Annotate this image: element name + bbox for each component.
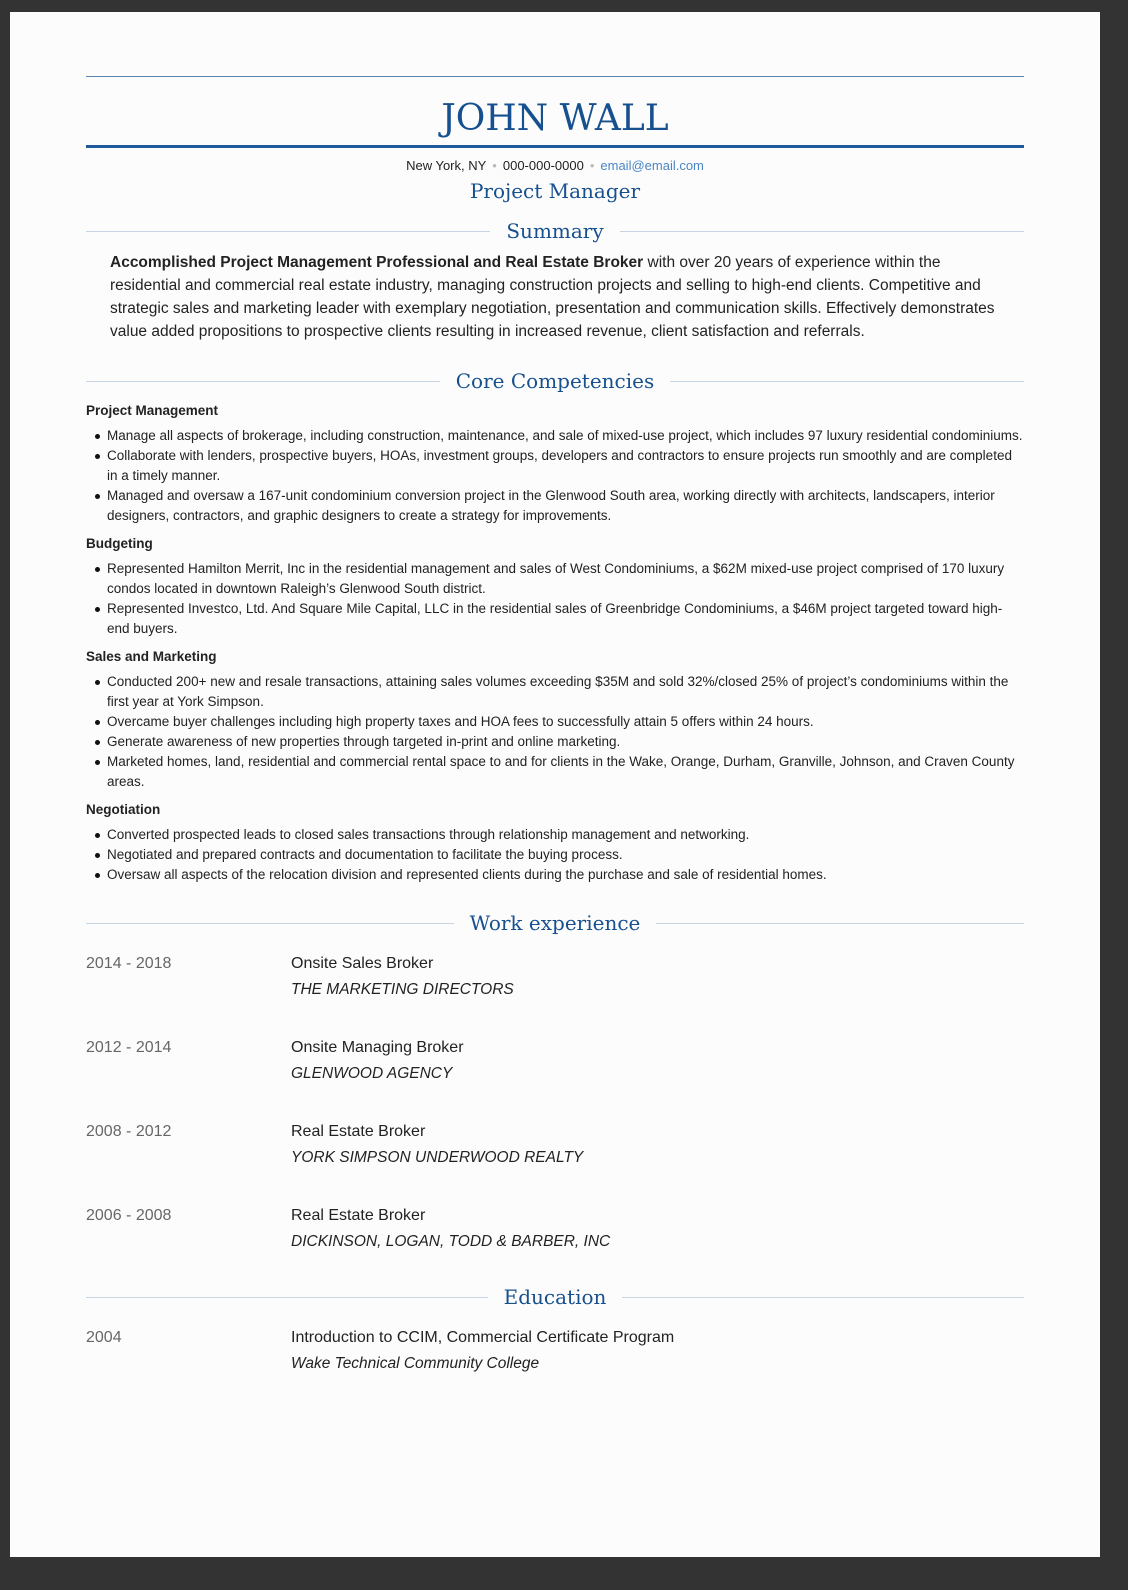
- name-rule: [86, 145, 1024, 148]
- role: Real Estate Broker: [291, 1123, 426, 1140]
- competency-bullets: [86, 559, 1024, 639]
- organization: DICKINSON, LOGAN, TODD & BARBER, INC: [291, 1233, 611, 1250]
- dates: 2006 - 2008: [86, 1207, 172, 1224]
- competency-bullets: [86, 825, 1024, 885]
- email-link[interactable]: email@email.com: [600, 158, 704, 173]
- phone: 000-000-0000: [502, 158, 584, 173]
- competency-category: Project Management: [86, 403, 219, 418]
- role: Onsite Sales Broker: [291, 955, 434, 972]
- work-list: [86, 955, 1024, 1251]
- separator-dot: •: [589, 158, 595, 173]
- work-entry: [86, 1039, 1024, 1083]
- summary-heading: [86, 219, 1024, 243]
- list-item: Conducted 200+ new and resale transactions, attaining sales volumes exceeding $35M and sold 32%/closed 25% of project’s condominiums within the first year at York Simpson.: [86, 672, 1024, 712]
- dates: 2014 - 2018: [86, 955, 172, 972]
- section-title: Work experience: [469, 911, 641, 935]
- details: [291, 1207, 610, 1251]
- role: Onsite Managing Broker: [291, 1039, 464, 1056]
- contact-line: [86, 158, 1024, 173]
- organization: GLENWOOD AGENCY: [291, 1065, 453, 1082]
- competency-category: Sales and Marketing: [86, 649, 217, 664]
- competency-bullets: [86, 672, 1024, 792]
- top-rule: [86, 76, 1024, 77]
- summary-body: with over 20 years of experience within the residential and commercial real estate industry, managing construction projects and selling to high-end clients. Competitive and strategic sales and marketing leader with exemplary negotiation, presentation and communication skills. Effectively demonstrates value added propositions to prospective clients resulting in increased revenue, client satisfaction and referrals.: [110, 254, 995, 340]
- list-item: Managed and oversaw a 167-unit condominium conversion project in the Glenwood South area, working directly with architects, landscapers, interior designers, contractors, and graphic designers to create a strategy for improvements.: [86, 486, 1024, 526]
- candidate-name: JOHN WALL: [441, 98, 669, 139]
- role: Real Estate Broker: [291, 1207, 426, 1224]
- details: [291, 955, 514, 999]
- work-entry: [86, 1123, 1024, 1167]
- list-item: Marketed homes, land, residential and commercial rental space to and for clients in the Wake, Orange, Durham, Granville, Johnson, and Craven County areas.: [86, 752, 1024, 792]
- job-title: Project Manager: [469, 179, 641, 203]
- dates: 2012 - 2014: [86, 1039, 172, 1056]
- work-entry: [86, 1207, 1024, 1251]
- education-entry: [86, 1329, 1024, 1373]
- separator-dot: •: [492, 158, 497, 173]
- list-item: Overcame buyer challenges including high property taxes and HOA fees to successfully attain 5 offers within 24 hours.: [86, 712, 1024, 732]
- competency-category: Budgeting: [86, 536, 153, 551]
- list-item: Converted prospected leads to closed sales transactions through relationship management and networking.: [86, 825, 1024, 845]
- list-item: Collaborate with lenders, prospective buyers, HOAs, investment groups, developers and contractors to ensure projects run smoothly and are completed in a timely manner.: [86, 446, 1024, 486]
- competencies-list: [86, 403, 1024, 885]
- summary-lead: Accomplished Project Management Professional and Real Estate Broker: [110, 254, 644, 271]
- section-title: Summary: [506, 219, 604, 243]
- list-item: Manage all aspects of brokerage, including construction, maintenance, and sale of mixed-use project, which includes 97 luxury residential condominiums.: [86, 426, 1024, 446]
- education-heading: [86, 1285, 1024, 1309]
- details: [291, 1123, 583, 1167]
- section-title: Core Competencies: [455, 369, 655, 393]
- dates: 2004: [86, 1329, 122, 1346]
- organization: YORK SIMPSON UNDERWOOD REALTY: [291, 1149, 584, 1166]
- details: [291, 1039, 464, 1083]
- organization: THE MARKETING DIRECTORS: [291, 981, 514, 998]
- competencies-heading: [86, 369, 1024, 393]
- section-title: Education: [503, 1285, 607, 1309]
- dates: 2008 - 2012: [86, 1123, 172, 1140]
- summary-text: [86, 251, 1024, 343]
- list-item: Oversaw all aspects of the relocation division and represented clients during the purchase and sale of residential homes.: [86, 865, 1024, 885]
- work-entry: [86, 955, 1024, 999]
- list-item: Represented Investco, Ltd. And Square Mile Capital, LLC in the residential sales of Greenbridge Condominiums, a $46M project targeted toward high-end buyers.: [86, 599, 1024, 639]
- details: [291, 1329, 674, 1373]
- organization: Wake Technical Community College: [291, 1355, 540, 1372]
- work-heading: [86, 911, 1024, 935]
- education-list: [86, 1329, 1024, 1373]
- list-item: Generate awareness of new properties through targeted in-print and online marketing.: [86, 732, 1024, 752]
- list-item: Represented Hamilton Merrit, Inc in the residential management and sales of West Condominiums, a $62M mixed-use project comprised of 170 luxury condos located in downtown Raleigh’s Glenwood South district.: [86, 559, 1024, 599]
- competency-category: Negotiation: [86, 802, 161, 817]
- location: New York, NY: [406, 158, 487, 173]
- competency-bullets: [86, 426, 1024, 526]
- role: Introduction to CCIM, Commercial Certificate Program: [291, 1329, 675, 1346]
- list-item: Negotiated and prepared contracts and documentation to facilitate the buying process.: [86, 845, 1024, 865]
- resume-page: [10, 12, 1100, 1557]
